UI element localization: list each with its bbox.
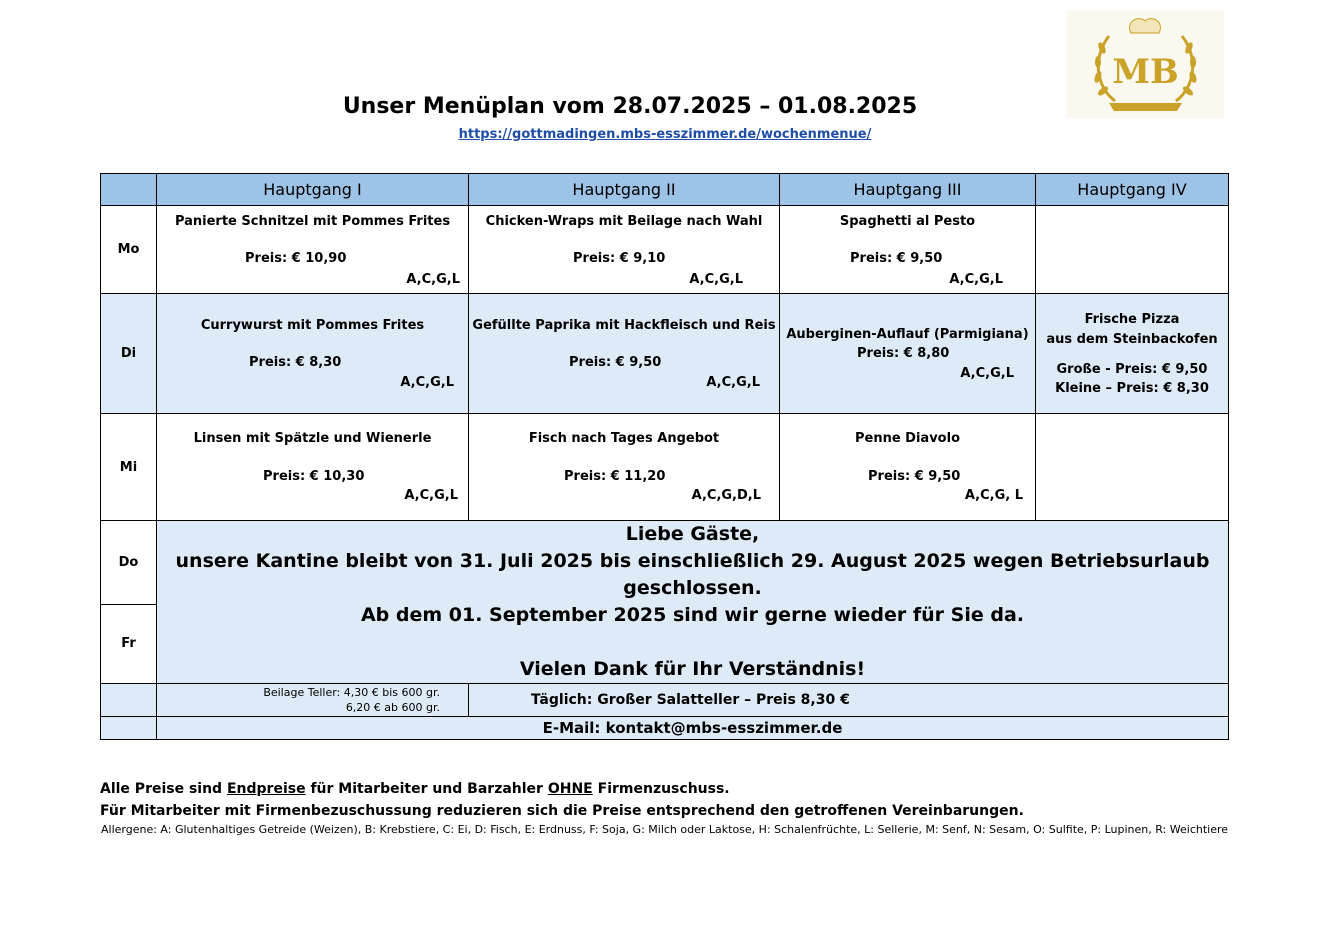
- dish-subtitle: aus dem Steinbackofen: [1046, 332, 1218, 347]
- menu-cell: [469, 206, 780, 294]
- dish-price-small: Kleine – Preis: € 8,30: [1055, 381, 1209, 396]
- column-header-2: Hauptgang II: [469, 174, 780, 206]
- column-header-1: Hauptgang I: [157, 174, 469, 206]
- price-note: Alle Preise sind Endpreise für Mitarbeiter und Barzahler OHNE Firmenzuschuss.: [100, 781, 730, 797]
- dish-name: Auberginen-Auflauf (Parmigiana): [786, 327, 1029, 342]
- dish-allergens: A,C,G,L: [706, 375, 760, 390]
- daily-salad-info: Täglich: Großer Salatteller – Preis 8,30 €: [469, 684, 1229, 717]
- day-label: Mi: [101, 414, 157, 521]
- menu-cell: [780, 206, 1036, 294]
- notice-thanks: Vielen Dank für Ihr Verständnis!: [519, 658, 866, 680]
- day-label: Fr: [101, 604, 157, 683]
- extras-corner: [101, 684, 157, 717]
- dish-name: Currywurst mit Pommes Frites: [200, 318, 425, 333]
- side-plate-line-1: Beilage Teller: 4,30 € bis 600 gr.: [263, 686, 440, 699]
- dish-allergens: A,C,G,L: [404, 488, 458, 503]
- day-label: Do: [101, 521, 157, 605]
- column-header-3: Hauptgang III: [780, 174, 1036, 206]
- dish-allergens: A,C,G,L: [960, 366, 1014, 381]
- restaurant-logo: [1067, 11, 1224, 118]
- dish-name: Chicken-Wraps mit Beilage nach Wahl: [485, 214, 763, 229]
- dish-name: Spaghetti al Pesto: [839, 214, 976, 229]
- closure-notice: [157, 521, 1229, 684]
- day-label: Mo: [101, 206, 157, 294]
- allergen-legend: Allergene: A: Glutenhaltiges Getreide (Weizen), B: Krebstiere, C: Ei, D: Fisch, E: Erdnuss, F: Soja, G: Milch oder Laktose, H: Schalenfrüchte, L: Sellerie, M: Senf, N: Sesam, O: Sulfite, P: Lupinen, R: Weichtiere: [101, 823, 1229, 836]
- row-email: [101, 717, 1229, 740]
- dish-name: Fisch nach Tages Angebot: [528, 431, 720, 446]
- dish-name: Gefüllte Paprika mit Hackfleisch und Reis: [472, 318, 776, 333]
- dish-name: Frische Pizza: [1084, 312, 1180, 327]
- side-plate-line-2: 6,20 € ab 600 gr.: [345, 701, 440, 714]
- dish-allergens: A,C,G,L: [949, 272, 1003, 287]
- page-title: Unser Menüplan vom 28.07.2025 – 01.08.2025: [342, 94, 918, 119]
- dish-name: Linsen mit Spätzle und Wienerle: [193, 431, 432, 446]
- notice-closure: unsere Kantine bleibt von 31. Juli 2025 bis einschließlich 29. August 2025 wegen Betriebsurlaub geschlossen.: [175, 550, 1210, 599]
- dish-price: Preis: € 10,90: [245, 251, 347, 266]
- notice-reopening: Ab dem 01. September 2025 sind wir gerne wieder für Sie da.: [360, 604, 1025, 626]
- email-corner: [101, 717, 157, 740]
- dish-price: Preis: € 11,20: [564, 469, 666, 484]
- dish-allergens: A,C,G,L: [406, 272, 460, 287]
- menu-cell: [157, 294, 469, 414]
- menu-cell-pizza: [1036, 294, 1229, 414]
- column-header-4: Hauptgang IV: [1036, 174, 1229, 206]
- dish-price: Preis: € 9,10: [573, 251, 666, 266]
- dish-allergens: A,C,G,D,L: [691, 488, 761, 503]
- dish-price: Preis: € 10,30: [263, 469, 365, 484]
- dish-name: Panierte Schnitzel mit Pommes Frites: [174, 214, 451, 229]
- dish-allergens: A,C,G,L: [400, 375, 454, 390]
- row-wednesday: [101, 414, 1229, 521]
- row-extras: [101, 684, 1229, 717]
- menu-cell-empty: [1036, 414, 1229, 521]
- row-monday: [101, 206, 1229, 294]
- dish-allergens: A,C,G,L: [689, 272, 743, 287]
- subsidy-note: Für Mitarbeiter mit Firmenbezuschussung reduzieren sich die Preise entsprechend den getroffenen Vereinbarungen.: [100, 803, 1024, 819]
- dish-allergens: A,C,G, L: [964, 488, 1023, 503]
- notice-greeting: Liebe Gäste,: [625, 523, 760, 545]
- logo-letters: MB: [1112, 52, 1179, 92]
- dish-price: Preis: € 9,50: [569, 355, 662, 370]
- side-plate-info: [157, 684, 469, 717]
- contact-email: E-Mail: kontakt@mbs-esszimmer.de: [157, 717, 1229, 740]
- menu-link[interactable]: https://gottmadingen.mbs-esszimmer.de/wochenmenue/: [458, 127, 872, 142]
- menu-cell: [780, 414, 1036, 521]
- menu-cell: [157, 414, 469, 521]
- menu-cell: [469, 414, 780, 521]
- dish-price-large: Große - Preis: € 9,50: [1056, 362, 1208, 377]
- dish-name: Penne Diavolo: [854, 431, 960, 446]
- menu-cell: [780, 294, 1036, 414]
- menu-table: [100, 173, 1229, 740]
- row-tuesday: [101, 294, 1229, 414]
- dish-price: Preis: € 9,50: [868, 469, 961, 484]
- menu-cell: [157, 206, 469, 294]
- dish-price: Preis: € 9,50: [850, 251, 943, 266]
- laurel-logo-icon: [1067, 11, 1224, 118]
- menu-cell-empty: [1036, 206, 1229, 294]
- dish-price: Preis: € 8,80: [857, 346, 950, 361]
- menu-cell: [469, 294, 780, 414]
- row-thursday: [101, 521, 1229, 605]
- dish-price: Preis: € 8,30: [249, 355, 342, 370]
- day-label: Di: [101, 294, 157, 414]
- header-corner: [101, 174, 157, 206]
